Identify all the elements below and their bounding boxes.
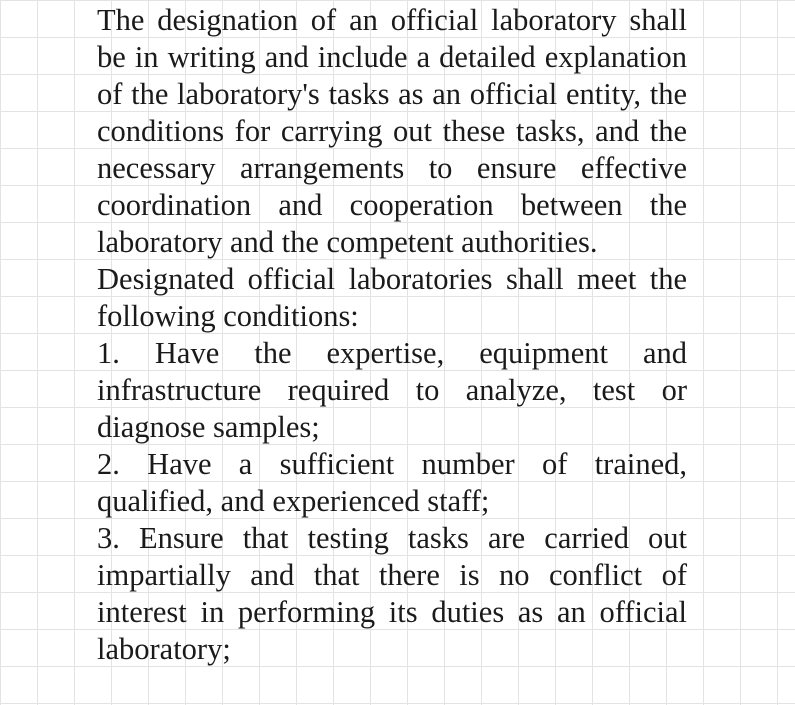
conditions-lead: Designated official laboratories shall meet the following conditions:	[97, 262, 687, 333]
intro-paragraph: The designation of an official laboratory shall be in writing and include a detailed explanation of the laboratory's tasks as an official entity, the conditions for carrying out these tasks, and the necessary arrangements to ensure effective coordination and cooperation between the laboratory and the competent authorities.	[97, 3, 687, 259]
document-body	[97, 2, 687, 668]
condition-item-2: 2. Have a sufficient number of trained, qualified, and experienced staff;	[97, 447, 687, 518]
condition-item-3: 3. Ensure that testing tasks are carried out impartially and that there is no conflict of interest in performing its duties as an official laboratory;	[97, 521, 687, 666]
condition-item-1: 1. Have the expertise, equipment and infrastructure required to analyze, test or diagnose samples;	[97, 336, 687, 444]
